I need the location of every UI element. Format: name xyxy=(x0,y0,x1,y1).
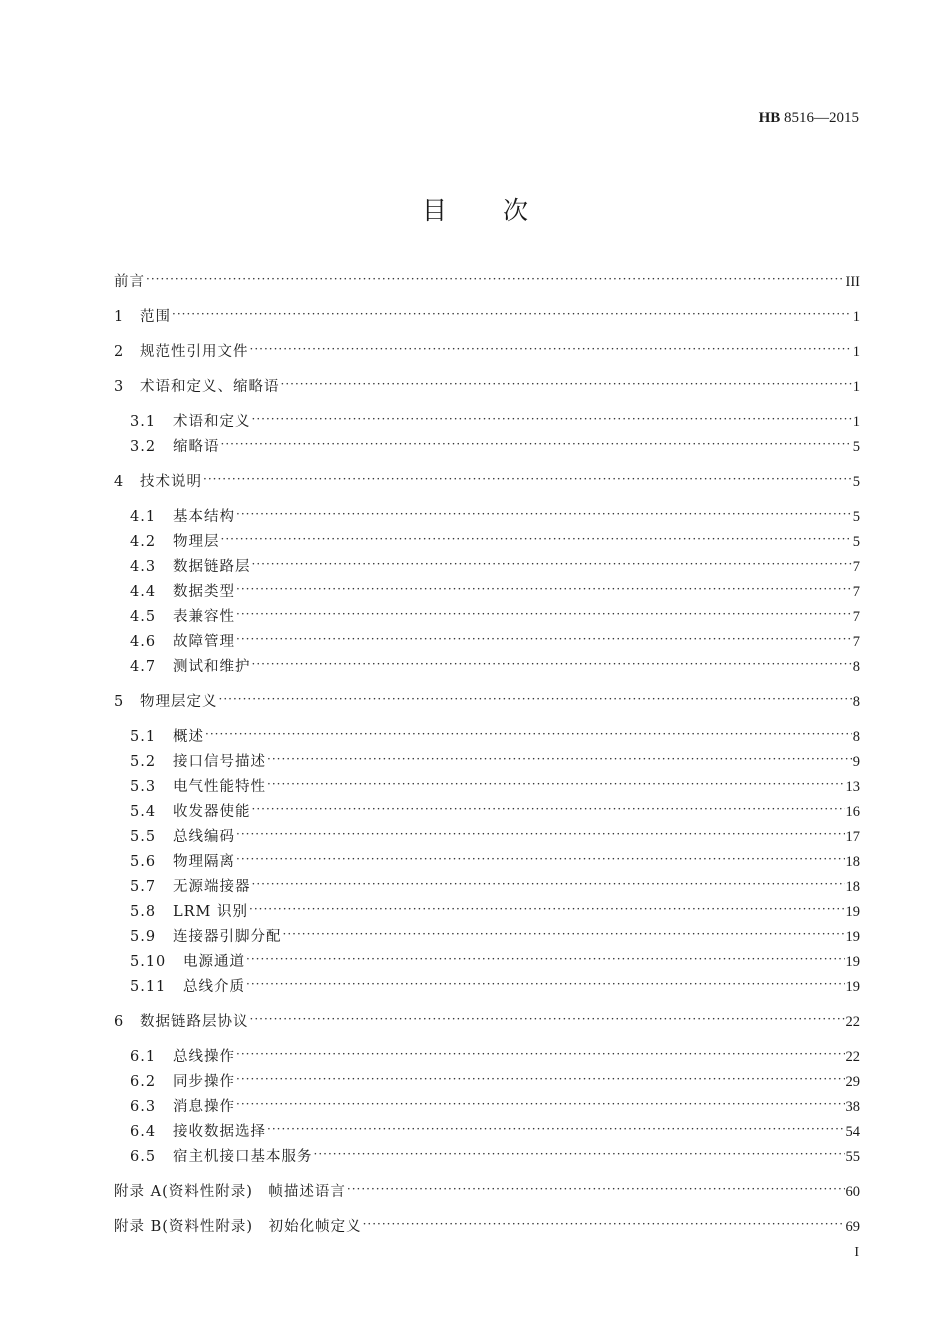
toc-entry-page: 29 xyxy=(845,1074,860,1090)
toc-entry-page: 8 xyxy=(852,729,860,745)
toc-entry[interactable] xyxy=(130,1045,860,1066)
toc-entry-page: 7 xyxy=(852,559,860,575)
toc-entry-number: 4.5 xyxy=(130,609,157,625)
toc-leader-dots xyxy=(219,691,852,707)
toc-entry[interactable] xyxy=(130,825,860,846)
toc-entry-number: 5.10 xyxy=(130,954,167,970)
document-code xyxy=(759,110,859,127)
toc-entry[interactable] xyxy=(130,630,860,651)
toc-entry-label: LRM 识别 xyxy=(173,904,249,920)
toc-entry[interactable] xyxy=(130,725,860,746)
toc-entry[interactable] xyxy=(130,850,860,871)
toc-entry-page: 18 xyxy=(845,879,860,895)
page-number: I xyxy=(854,1245,859,1260)
toc-entry[interactable] xyxy=(130,410,860,431)
toc-entry-page: 8 xyxy=(852,659,860,675)
toc-entry-label: 电源通道 xyxy=(183,954,245,970)
toc-leader-dots xyxy=(250,1011,845,1027)
toc-leader-dots xyxy=(267,776,845,792)
toc-entry[interactable] xyxy=(130,1120,860,1141)
toc-entry-page: 22 xyxy=(845,1014,860,1030)
toc-entry-number: 6.5 xyxy=(130,1149,157,1165)
toc-entry-label: 接收数据选择 xyxy=(173,1124,266,1140)
toc-entry-number: 5.11 xyxy=(130,979,167,995)
toc-entry-number: 6.3 xyxy=(130,1099,157,1115)
toc-leader-dots xyxy=(267,751,852,767)
toc-leader-dots xyxy=(236,581,852,597)
toc-entry-number: 5.9 xyxy=(130,929,157,945)
toc-entry-page: 8 xyxy=(852,694,860,710)
toc-entry[interactable] xyxy=(130,1145,860,1166)
toc-entry-label: 接口信号描述 xyxy=(173,754,266,770)
toc-entry-number: 5.4 xyxy=(130,804,157,820)
toc-entry-label: 数据链路层 xyxy=(173,559,251,575)
toc-entry-page: 38 xyxy=(845,1099,860,1115)
toc-entry-number: 4.6 xyxy=(130,634,157,650)
toc-entry-label: 数据链路层协议 xyxy=(140,1014,249,1030)
toc-entry-label: 物理层 xyxy=(173,534,220,550)
toc-entry[interactable] xyxy=(130,875,860,896)
toc-entry-page: 1 xyxy=(852,379,860,395)
toc-entry-page: 69 xyxy=(845,1219,860,1235)
toc-entry-label: 附录 A(资料性附录) 帧描述语言 xyxy=(114,1184,346,1200)
toc-entry[interactable] xyxy=(130,1095,860,1116)
toc-entry-number: 6.2 xyxy=(130,1074,157,1090)
toc-entry-label: 缩略语 xyxy=(173,439,220,455)
toc-entry-page: 18 xyxy=(845,854,860,870)
toc-entry-number: 6 xyxy=(114,1014,124,1030)
toc-entry-number: 6.4 xyxy=(130,1124,157,1140)
toc-entry[interactable] xyxy=(130,900,860,921)
toc-entry-page: 19 xyxy=(845,979,860,995)
toc-entry-label: 同步操作 xyxy=(173,1074,235,1090)
toc-entry-label: 概述 xyxy=(173,729,204,745)
toc-entry-number: 4.1 xyxy=(130,509,157,525)
toc-entry[interactable] xyxy=(114,1215,860,1236)
toc-entry-number: 3.2 xyxy=(130,439,157,455)
toc-leader-dots xyxy=(281,376,852,392)
toc-entry-number: 5.7 xyxy=(130,879,157,895)
toc-leader-dots xyxy=(249,901,844,917)
toc-entry-label: 附录 B(资料性附录) 初始化帧定义 xyxy=(114,1219,362,1235)
toc-entry[interactable] xyxy=(130,655,860,676)
toc-entry-label: 电气性能特性 xyxy=(173,779,266,795)
toc-leader-dots xyxy=(221,531,852,547)
toc-entry-page: 1 xyxy=(852,309,860,325)
toc-entry-label: 总线操作 xyxy=(173,1049,235,1065)
toc-leader-dots xyxy=(252,801,845,817)
toc-entry-label: 收发器使能 xyxy=(173,804,251,820)
toc-entry[interactable] xyxy=(130,555,860,576)
toc-entry-number: 4.7 xyxy=(130,659,157,675)
toc-entry-label: 前言 xyxy=(114,274,145,290)
document-code-number: 8516—2015 xyxy=(780,110,859,126)
toc-entry-label: 宿主机接口基本服务 xyxy=(173,1149,313,1165)
page-title: 目次 xyxy=(421,196,584,225)
toc-entry-label: 物理层定义 xyxy=(140,694,218,710)
toc-entry-label: 物理隔离 xyxy=(173,854,235,870)
toc-entry-number: 5.3 xyxy=(130,779,157,795)
toc-entry-label: 测试和维护 xyxy=(173,659,251,675)
toc-leader-dots xyxy=(250,341,852,357)
toc-entry-number: 5.6 xyxy=(130,854,157,870)
toc-entry-label: 无源端接器 xyxy=(173,879,251,895)
toc-entry-page: 1 xyxy=(852,414,860,430)
toc-leader-dots xyxy=(205,726,852,742)
toc-entry-number: 6.1 xyxy=(130,1049,157,1065)
toc-entry[interactable] xyxy=(130,530,860,551)
toc-entry-number: 3 xyxy=(114,379,124,395)
toc-entry-label: 消息操作 xyxy=(173,1099,235,1115)
toc-leader-dots xyxy=(252,556,852,572)
toc-entry[interactable] xyxy=(130,800,860,821)
toc-entry[interactable] xyxy=(130,505,860,526)
toc-entry-label: 术语和定义、缩略语 xyxy=(140,379,280,395)
toc-entry-page: 7 xyxy=(852,609,860,625)
toc-entry-number: 4.3 xyxy=(130,559,157,575)
toc-entry-label: 数据类型 xyxy=(173,584,235,600)
toc-leader-dots xyxy=(252,876,845,892)
toc-entry-label: 故障管理 xyxy=(173,634,235,650)
toc-leader-dots xyxy=(203,471,852,487)
toc-entry-label: 基本结构 xyxy=(173,509,235,525)
toc-entry[interactable] xyxy=(130,1070,860,1091)
toc-leader-dots xyxy=(314,1146,845,1162)
toc-leader-dots xyxy=(267,1121,845,1137)
toc-entry[interactable] xyxy=(130,975,860,996)
toc-entry-label: 范围 xyxy=(140,309,171,325)
toc-entry[interactable] xyxy=(114,375,860,396)
toc-entry-number: 3.1 xyxy=(130,414,157,430)
toc-entry-label: 术语和定义 xyxy=(173,414,251,430)
toc-entry-label: 总线介质 xyxy=(183,979,245,995)
toc-entry-page: 19 xyxy=(845,929,860,945)
toc-entry[interactable] xyxy=(130,750,860,771)
toc-entry-number: 5.8 xyxy=(130,904,157,920)
toc-entry-page: 7 xyxy=(852,634,860,650)
toc-entry-label: 规范性引用文件 xyxy=(140,344,249,360)
toc-leader-dots xyxy=(246,951,845,967)
toc-entry[interactable] xyxy=(114,305,860,326)
toc-entry-number: 4 xyxy=(114,474,124,490)
toc-entry[interactable] xyxy=(114,340,860,361)
toc-leader-dots xyxy=(236,1096,845,1112)
toc-leader-dots xyxy=(236,1071,845,1087)
toc-entry-page: 5 xyxy=(852,509,860,525)
toc-entry[interactable] xyxy=(114,1180,860,1201)
toc-leader-dots xyxy=(252,656,852,672)
toc-entry-page: 19 xyxy=(845,954,860,970)
toc-entry-page: 19 xyxy=(845,904,860,920)
toc-entry[interactable] xyxy=(130,580,860,601)
document-code-prefix: HB xyxy=(758,110,781,126)
toc-entry-number: 4.2 xyxy=(130,534,157,550)
toc-entry-number: 4.4 xyxy=(130,584,157,600)
toc-entry-label: 总线编码 xyxy=(173,829,235,845)
toc-entry[interactable] xyxy=(114,270,860,291)
toc-entry[interactable] xyxy=(130,435,860,456)
toc-entry-page: 5 xyxy=(852,439,860,455)
toc-entry-page: 13 xyxy=(845,779,860,795)
toc-entry[interactable] xyxy=(130,950,860,971)
toc-entry[interactable] xyxy=(114,1010,860,1031)
toc-entry-page: 55 xyxy=(845,1149,860,1165)
toc-entry-page: 17 xyxy=(845,829,860,845)
toc-entry-number: 5.2 xyxy=(130,754,157,770)
toc-leader-dots xyxy=(236,851,845,867)
toc-entry-label: 表兼容性 xyxy=(173,609,235,625)
toc-leader-dots xyxy=(172,306,852,322)
toc-leader-dots xyxy=(146,271,845,287)
toc-entry[interactable] xyxy=(130,925,860,946)
toc-entry-page: 54 xyxy=(845,1124,860,1140)
toc-entry[interactable] xyxy=(130,605,860,626)
toc-entry-label: 技术说明 xyxy=(140,474,202,490)
toc-entry[interactable] xyxy=(114,470,860,491)
toc-entry-label: 连接器引脚分配 xyxy=(173,929,282,945)
toc-entry-page: 1 xyxy=(852,344,860,360)
toc-entry-number: 5.1 xyxy=(130,729,157,745)
toc-entry-page: 9 xyxy=(852,754,860,770)
toc-leader-dots xyxy=(236,606,852,622)
toc-leader-dots xyxy=(283,926,845,942)
toc-entry-number: 5.5 xyxy=(130,829,157,845)
toc-entry-page: 5 xyxy=(852,534,860,550)
toc-entry-page: 5 xyxy=(852,474,860,490)
toc-entry-page: 16 xyxy=(845,804,860,820)
toc-leader-dots xyxy=(363,1216,845,1232)
toc-entry[interactable] xyxy=(130,775,860,796)
toc-entry-number: 5 xyxy=(114,694,124,710)
toc-leader-dots xyxy=(236,506,852,522)
toc-entry-page: 22 xyxy=(845,1049,860,1065)
toc-leader-dots xyxy=(252,411,852,427)
toc-entry-number: 1 xyxy=(114,309,124,325)
toc-leader-dots xyxy=(221,436,852,452)
toc-leader-dots xyxy=(236,826,845,842)
toc-leader-dots xyxy=(236,631,852,647)
toc-leader-dots xyxy=(236,1046,845,1062)
toc-entry-page: III xyxy=(845,274,860,290)
toc-entry-page: 7 xyxy=(852,584,860,600)
toc-leader-dots xyxy=(246,976,845,992)
toc-leader-dots xyxy=(347,1181,845,1197)
toc-entry-number: 2 xyxy=(114,344,124,360)
toc-entry[interactable] xyxy=(114,690,860,711)
toc-entry-page: 60 xyxy=(845,1184,860,1200)
